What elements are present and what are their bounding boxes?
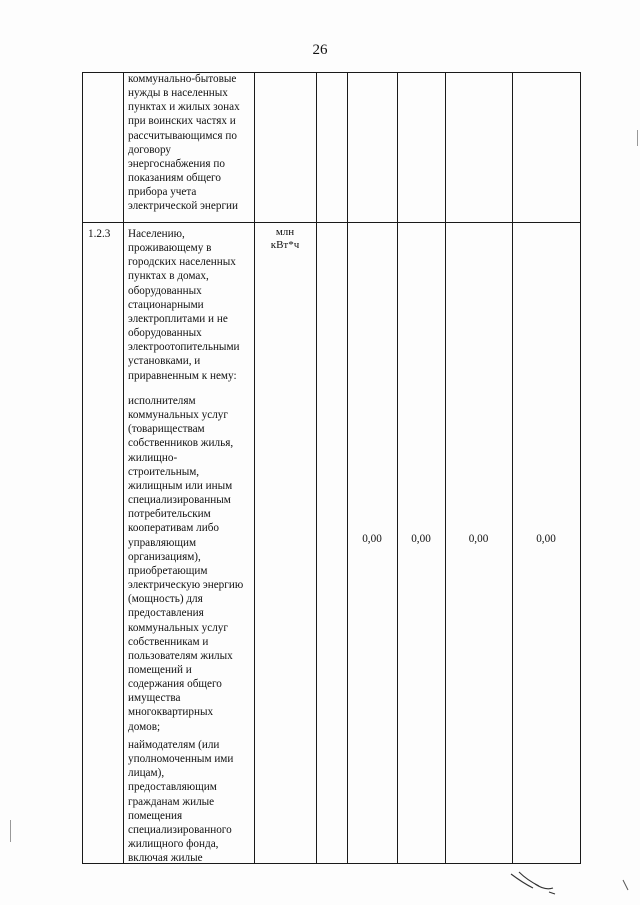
scan-edge-mark [637, 130, 638, 146]
value-cell: 0,00 [411, 533, 431, 545]
column-border [397, 72, 398, 864]
signature-mark [505, 868, 595, 898]
column-border [512, 72, 513, 864]
page-number: 26 [312, 42, 328, 58]
row-divider [82, 222, 580, 223]
row-description: Населению, проживающему в городских населенных пунктах в домах, оборудованных стационарными электроплитами и не оборудованных электроотопительными установками, и приравненным к нему: [128, 228, 240, 382]
column-border [445, 72, 446, 864]
column-border [82, 72, 83, 864]
row-sub-item: наймодателям (или уполномоченным ими лицам), предоставляющим гражданам жилые помещения специализированного жилищного фонда, включая жилые [128, 739, 234, 865]
row-unit: млн кВт*ч [270, 226, 300, 251]
column-border [123, 72, 124, 864]
value-cell: 0,00 [536, 533, 556, 545]
row-sub-item: исполнителям коммунальных услуг (товариществам собственников жилья, жилищно- строительным, жилищным или иным специализированным потребительским кооперативам либо управляющим организациям), приобретающим электрическую энергию (мощность) для предоставления коммунальных услуг собственникам и пользователям жилых помещений и содержания общего имущества многоквартирных домов; [128, 395, 244, 733]
value-cell: 0,00 [362, 533, 382, 545]
column-border [347, 72, 348, 864]
value-cell: 0,00 [468, 533, 489, 545]
scan-edge-mark [10, 820, 11, 842]
column-border [580, 72, 581, 864]
row-continued-name: коммунально-бытовые нужды в населенных пунктах и жилых зонах при воинских частях и рассчитывающимся по договору энергоснабжения по показаниям общего прибора учета электрической энергии [128, 73, 240, 213]
column-border [316, 72, 317, 864]
column-border [254, 72, 255, 864]
corner-mark [620, 878, 634, 894]
row-number: 1.2.3 [88, 228, 111, 240]
